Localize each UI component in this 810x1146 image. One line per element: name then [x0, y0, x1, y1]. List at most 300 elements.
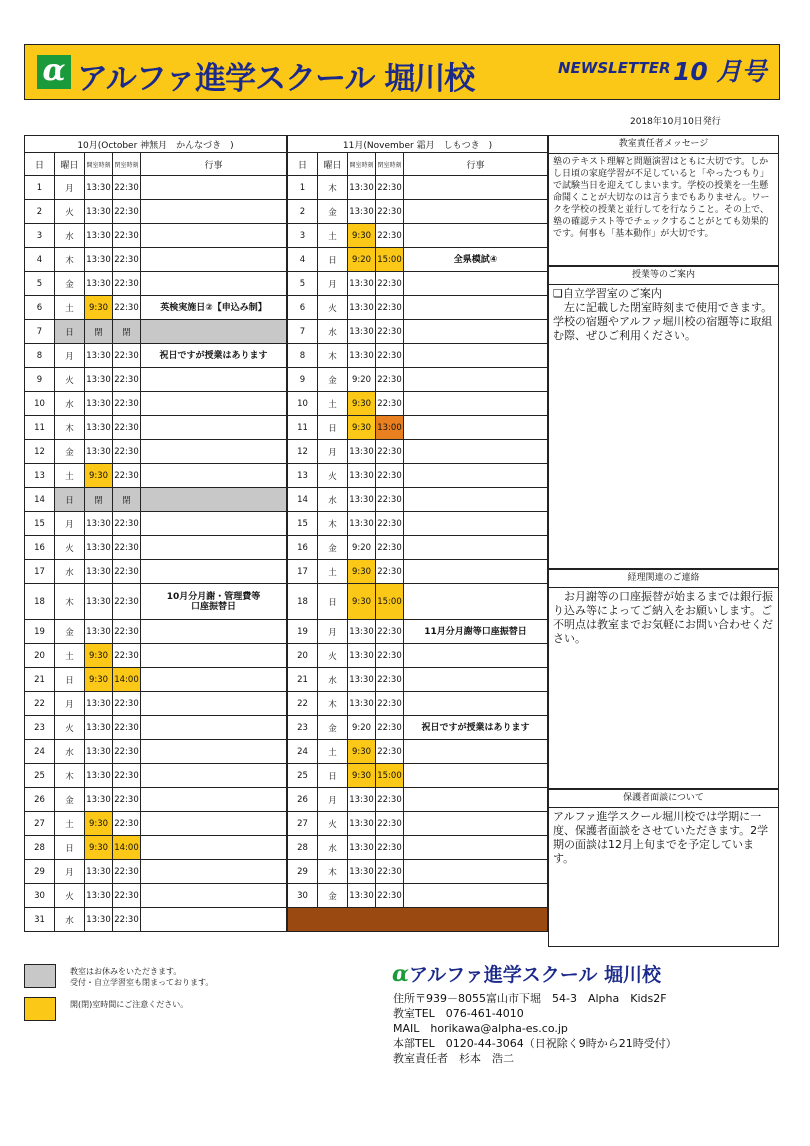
day-cell: 10 [25, 392, 55, 416]
open-time-cell: 13:30 [85, 440, 113, 464]
table-row [288, 464, 548, 488]
table-row [288, 812, 548, 836]
class-info-title: 授業等のご案内 [549, 267, 778, 285]
day-cell: 8 [288, 344, 318, 368]
table-row [25, 908, 287, 932]
event-cell [404, 668, 548, 692]
open-time-cell: 13:30 [85, 536, 113, 560]
day-cell: 16 [25, 536, 55, 560]
weekday-cell: 火 [318, 812, 348, 836]
fee-body: お月謝等の口座振替が始まるまでは銀行振り込み等によってご納入をお願いします。ご不明点は教室までお気軽にお問い合わせください。 [553, 590, 773, 645]
footer-school-name: アルファ進学スクール 堀川校 [408, 964, 662, 986]
event-cell: 全県模試④ [404, 248, 548, 272]
event-cell [141, 248, 287, 272]
open-time-cell: 13:30 [348, 440, 376, 464]
weekday-cell: 水 [55, 392, 85, 416]
table-row [25, 668, 287, 692]
event-cell: 祝日ですが授業はあります [141, 344, 287, 368]
close-time-cell: 22:30 [376, 692, 404, 716]
open-time-cell: 13:30 [85, 908, 113, 932]
event-cell [141, 440, 287, 464]
day-cell: 19 [25, 620, 55, 644]
weekday-cell: 日 [318, 584, 348, 620]
weekday-cell: 土 [55, 296, 85, 320]
day-cell: 26 [288, 788, 318, 812]
open-time-cell: 13:30 [348, 320, 376, 344]
table-row [288, 644, 548, 668]
event-cell: 11月分月謝等口座振替日 [404, 620, 548, 644]
event-cell [404, 344, 548, 368]
weekday-cell: 金 [55, 272, 85, 296]
close-time-cell: 22:30 [113, 392, 141, 416]
event-cell: 祝日ですが授業はあります [404, 716, 548, 740]
weekday-cell: 火 [318, 464, 348, 488]
open-time-cell: 13:30 [85, 368, 113, 392]
close-time-cell: 22:30 [113, 560, 141, 584]
day-cell: 15 [25, 512, 55, 536]
weekday-cell: 木 [55, 248, 85, 272]
table-row [25, 884, 287, 908]
day-cell: 7 [25, 320, 55, 344]
event-cell [141, 860, 287, 884]
day-cell: 14 [25, 488, 55, 512]
footer-mail[interactable]: MAIL horikawa@alpha-es.co.jp [393, 1022, 568, 1035]
close-time-cell: 22:30 [376, 200, 404, 224]
weekday-cell: 月 [55, 860, 85, 884]
close-time-cell: 閉 [113, 488, 141, 512]
close-time-cell: 22:30 [376, 620, 404, 644]
close-time-cell: 22:30 [376, 512, 404, 536]
table-row [25, 320, 287, 344]
event-cell [141, 644, 287, 668]
open-time-cell: 9:30 [85, 668, 113, 692]
event-cell [404, 464, 548, 488]
close-time-cell: 15:00 [376, 248, 404, 272]
open-time-cell: 9:30 [85, 644, 113, 668]
legend-gray-text: 教室はお休みをいただきます。 受付・自立学習室も閉まっております。 [70, 967, 214, 987]
event-cell [141, 392, 287, 416]
day-cell: 14 [288, 488, 318, 512]
day-cell: 28 [288, 836, 318, 860]
weekday-cell: 水 [318, 488, 348, 512]
weekday-cell: 火 [55, 200, 85, 224]
open-time-cell: 13:30 [348, 200, 376, 224]
day-cell: 25 [288, 764, 318, 788]
day-cell: 27 [25, 812, 55, 836]
weekday-cell: 水 [55, 908, 85, 932]
close-time-cell: 22:30 [113, 860, 141, 884]
open-time-cell: 13:30 [85, 584, 113, 620]
table-row [25, 464, 287, 488]
table-row [288, 368, 548, 392]
table-row [25, 392, 287, 416]
table-row [288, 788, 548, 812]
open-time-cell: 9:30 [85, 464, 113, 488]
weekday-cell: 木 [318, 860, 348, 884]
open-time-cell: 13:30 [348, 296, 376, 320]
close-time-cell: 22:30 [376, 884, 404, 908]
open-time-cell: 9:30 [348, 740, 376, 764]
event-cell [141, 320, 287, 344]
table-row [25, 248, 287, 272]
legend-yellow-text: 開(閉)室時間にご注意ください。 [70, 1000, 189, 1009]
october-calendar [24, 135, 287, 932]
weekday-cell: 日 [318, 764, 348, 788]
weekday-cell: 木 [318, 512, 348, 536]
weekday-cell: 月 [318, 620, 348, 644]
event-cell [141, 788, 287, 812]
event-cell [404, 512, 548, 536]
open-time-cell: 9:20 [348, 536, 376, 560]
event-cell: 10月分月謝・管理費等 口座振替日 [141, 584, 287, 620]
table-row [288, 908, 548, 932]
open-time-cell: 13:30 [85, 884, 113, 908]
day-cell: 17 [288, 560, 318, 584]
event-cell [141, 668, 287, 692]
close-time-cell: 22:30 [113, 464, 141, 488]
col-open: 開室時刻 [85, 153, 113, 176]
open-time-cell: 13:30 [85, 740, 113, 764]
col-day: 日 [288, 153, 318, 176]
message-body: 塾のテキスト理解と問題演習はともに大切です。しかし日頃の家庭学習が不足していると「やったつもり」で試験当日を迎えてしまいます。学校の授業を一生懸命聞くことが大切なのは言うまでもありません。ワークを学校の授業と並行してを行なうこと。その上で、塾の確認テスト等でチェックすることがとても効果的です。何事も「基本動作」が大切です。 [553, 157, 770, 239]
november-calendar [287, 135, 548, 932]
newsletter-label: NEWSLETTER [558, 59, 671, 77]
weekday-cell: 土 [55, 812, 85, 836]
day-cell: 23 [25, 716, 55, 740]
open-time-cell: 13:30 [85, 416, 113, 440]
day-cell: 3 [25, 224, 55, 248]
close-time-cell: 22:30 [376, 560, 404, 584]
event-cell: 英検実施日②【申込み制】 [141, 296, 287, 320]
open-time-cell: 13:30 [348, 692, 376, 716]
event-cell [141, 368, 287, 392]
close-time-cell: 22:30 [376, 176, 404, 200]
close-time-cell: 22:30 [376, 716, 404, 740]
weekday-cell: 火 [55, 716, 85, 740]
table-row [25, 764, 287, 788]
event-cell [141, 716, 287, 740]
footer-logo [392, 960, 661, 987]
table-row [288, 248, 548, 272]
close-time-cell: 22:30 [113, 764, 141, 788]
close-time-cell: 22:30 [113, 224, 141, 248]
close-time-cell: 22:30 [113, 248, 141, 272]
table-row [288, 836, 548, 860]
open-time-cell: 9:30 [348, 764, 376, 788]
close-time-cell: 22:30 [113, 620, 141, 644]
weekday-cell: 水 [318, 668, 348, 692]
day-cell: 24 [25, 740, 55, 764]
close-time-cell: 22:30 [113, 692, 141, 716]
close-time-cell: 22:30 [113, 536, 141, 560]
col-close: 閉室時刻 [113, 153, 141, 176]
weekday-cell: 月 [55, 344, 85, 368]
weekday-cell: 火 [55, 368, 85, 392]
close-time-cell: 22:30 [113, 440, 141, 464]
close-time-cell: 22:30 [376, 440, 404, 464]
day-cell: 4 [288, 248, 318, 272]
day-cell: 28 [25, 836, 55, 860]
table-row [288, 176, 548, 200]
table-row [25, 740, 287, 764]
table-row [288, 860, 548, 884]
day-cell: 23 [288, 716, 318, 740]
table-row [288, 200, 548, 224]
weekday-cell: 金 [318, 536, 348, 560]
table-row [288, 488, 548, 512]
class-info-body: ❑自立学習室のご案内 左に記載した閉室時刻まで使用できます。学校の宿題やアルファ堀川校の宿題等に取組む際、ぜひご利用ください。 [553, 287, 773, 342]
weekday-cell: 土 [318, 560, 348, 584]
weekday-cell: 金 [55, 788, 85, 812]
table-row [25, 200, 287, 224]
close-time-cell: 22:30 [113, 812, 141, 836]
table-row [25, 512, 287, 536]
day-cell: 5 [25, 272, 55, 296]
table-row [25, 536, 287, 560]
table-row [288, 272, 548, 296]
day-cell: 10 [288, 392, 318, 416]
open-time-cell: 9:30 [348, 416, 376, 440]
weekday-cell: 日 [55, 836, 85, 860]
event-cell [404, 488, 548, 512]
close-time-cell: 22:30 [376, 464, 404, 488]
event-cell [141, 416, 287, 440]
close-time-cell: 22:30 [376, 320, 404, 344]
col-weekday: 曜日 [55, 153, 85, 176]
weekday-cell: 水 [55, 224, 85, 248]
weekday-cell: 金 [318, 200, 348, 224]
day-cell: 11 [25, 416, 55, 440]
close-time-cell: 閉 [113, 320, 141, 344]
weekday-cell: 火 [55, 536, 85, 560]
fee-box [548, 569, 779, 789]
table-row [25, 620, 287, 644]
close-time-cell: 15:00 [376, 584, 404, 620]
event-cell [404, 836, 548, 860]
event-cell [141, 836, 287, 860]
open-time-cell: 9:30 [348, 560, 376, 584]
table-row [288, 716, 548, 740]
event-cell [404, 320, 548, 344]
close-time-cell: 22:30 [113, 368, 141, 392]
day-cell: 5 [288, 272, 318, 296]
school-name: アルファ進学スクール 堀川校 [77, 61, 475, 97]
open-time-cell: 13:30 [348, 788, 376, 812]
table-row [25, 716, 287, 740]
table-row [25, 584, 287, 620]
open-time-cell: 13:30 [348, 620, 376, 644]
open-time-cell: 9:30 [348, 224, 376, 248]
weekday-cell: 日 [318, 248, 348, 272]
event-cell [404, 884, 548, 908]
day-cell: 3 [288, 224, 318, 248]
november-caption: 11月(November 霜月 しもつき ) [288, 136, 548, 153]
open-time-cell: 13:30 [85, 764, 113, 788]
event-cell [141, 764, 287, 788]
event-cell [141, 740, 287, 764]
weekday-cell: 土 [55, 644, 85, 668]
close-time-cell: 22:30 [113, 416, 141, 440]
close-time-cell: 14:00 [113, 668, 141, 692]
event-cell [141, 464, 287, 488]
table-row [25, 860, 287, 884]
day-cell: 31 [25, 908, 55, 932]
open-time-cell: 9:20 [348, 368, 376, 392]
weekday-cell: 木 [318, 344, 348, 368]
table-row [25, 836, 287, 860]
table-row [25, 368, 287, 392]
col-event: 行事 [141, 153, 287, 176]
weekday-cell: 土 [55, 464, 85, 488]
weekday-cell: 金 [318, 368, 348, 392]
event-cell [141, 536, 287, 560]
day-cell: 9 [25, 368, 55, 392]
open-time-cell: 13:30 [85, 860, 113, 884]
day-cell: 20 [25, 644, 55, 668]
close-time-cell: 22:30 [376, 836, 404, 860]
table-row [288, 512, 548, 536]
day-cell: 15 [288, 512, 318, 536]
col-weekday: 曜日 [318, 153, 348, 176]
open-time-cell: 閉 [85, 320, 113, 344]
weekday-cell: 日 [318, 416, 348, 440]
close-time-cell: 22:30 [376, 368, 404, 392]
open-time-cell: 13:30 [85, 344, 113, 368]
open-time-cell: 13:30 [348, 836, 376, 860]
open-time-cell: 13:30 [85, 272, 113, 296]
close-time-cell: 22:30 [113, 512, 141, 536]
day-cell: 29 [25, 860, 55, 884]
table-row [288, 224, 548, 248]
weekday-cell: 月 [55, 512, 85, 536]
weekday-cell: 月 [318, 272, 348, 296]
close-time-cell: 22:30 [376, 860, 404, 884]
weekday-cell: 日 [55, 488, 85, 512]
col-open: 開室時刻 [348, 153, 376, 176]
event-cell [404, 644, 548, 668]
weekday-cell: 木 [55, 584, 85, 620]
close-time-cell: 22:30 [376, 392, 404, 416]
day-cell: 18 [288, 584, 318, 620]
table-row [288, 416, 548, 440]
event-cell [404, 788, 548, 812]
close-time-cell: 22:30 [113, 788, 141, 812]
table-row [288, 692, 548, 716]
newsletter-header [24, 44, 780, 100]
event-cell [404, 440, 548, 464]
col-day: 日 [25, 153, 55, 176]
close-time-cell: 22:30 [113, 176, 141, 200]
close-time-cell: 22:30 [113, 740, 141, 764]
open-time-cell: 13:30 [348, 176, 376, 200]
table-row [25, 272, 287, 296]
open-time-cell: 13:30 [348, 344, 376, 368]
table-row [25, 416, 287, 440]
parent-meeting-body: アルファ進学スクール堀川校では学期に一度、保護者面談をさせていただきます。2学期の面談は12月上旬までを予定しています。 [553, 810, 769, 865]
open-time-cell: 13:30 [85, 224, 113, 248]
day-cell: 12 [25, 440, 55, 464]
close-time-cell: 22:30 [113, 584, 141, 620]
day-cell: 2 [288, 200, 318, 224]
close-time-cell: 22:30 [376, 536, 404, 560]
weekday-cell: 金 [55, 620, 85, 644]
day-cell: 13 [288, 464, 318, 488]
event-cell [141, 512, 287, 536]
event-cell [141, 560, 287, 584]
event-cell [404, 812, 548, 836]
close-time-cell: 22:30 [113, 296, 141, 320]
open-time-cell: 13:30 [85, 620, 113, 644]
table-row [288, 344, 548, 368]
alpha-logo-icon: α [37, 55, 71, 89]
weekday-cell: 月 [55, 176, 85, 200]
close-time-cell: 22:30 [376, 788, 404, 812]
close-time-cell: 22:30 [376, 488, 404, 512]
table-row [25, 344, 287, 368]
event-cell [404, 200, 548, 224]
weekday-cell: 木 [318, 176, 348, 200]
col-event: 行事 [404, 153, 548, 176]
table-row [288, 440, 548, 464]
october-caption: 10月(October 神無月 かんなづき ) [25, 136, 287, 153]
event-cell [141, 620, 287, 644]
class-info-box [548, 266, 779, 569]
weekday-cell: 土 [318, 224, 348, 248]
event-cell [404, 224, 548, 248]
event-cell [141, 692, 287, 716]
table-row [288, 560, 548, 584]
day-cell: 27 [288, 812, 318, 836]
table-row [25, 440, 287, 464]
close-time-cell: 22:30 [113, 200, 141, 224]
event-cell [404, 416, 548, 440]
close-time-cell: 22:30 [113, 716, 141, 740]
open-time-cell: 13:30 [348, 812, 376, 836]
event-cell [141, 488, 287, 512]
open-time-cell: 13:30 [85, 692, 113, 716]
open-time-cell: 13:30 [348, 668, 376, 692]
day-cell: 9 [288, 368, 318, 392]
table-row [288, 620, 548, 644]
open-time-cell: 13:30 [85, 788, 113, 812]
event-cell [404, 764, 548, 788]
open-time-cell: 13:30 [85, 392, 113, 416]
day-cell: 6 [288, 296, 318, 320]
day-cell: 29 [288, 860, 318, 884]
event-cell [404, 560, 548, 584]
day-cell: 21 [288, 668, 318, 692]
weekday-cell: 木 [55, 764, 85, 788]
weekday-cell: 土 [318, 740, 348, 764]
weekday-cell: 水 [55, 740, 85, 764]
weekday-cell: 水 [318, 320, 348, 344]
weekday-cell: 木 [318, 692, 348, 716]
day-cell: 16 [288, 536, 318, 560]
day-cell: 26 [25, 788, 55, 812]
table-row [25, 224, 287, 248]
open-time-cell: 9:30 [348, 584, 376, 620]
event-cell [141, 224, 287, 248]
empty-cell [288, 908, 548, 932]
table-row [288, 668, 548, 692]
open-time-cell: 13:30 [85, 248, 113, 272]
day-cell: 12 [288, 440, 318, 464]
close-time-cell: 22:30 [376, 344, 404, 368]
close-time-cell: 22:30 [113, 344, 141, 368]
weekday-cell: 水 [318, 836, 348, 860]
day-cell: 18 [25, 584, 55, 620]
open-time-cell: 13:30 [348, 272, 376, 296]
